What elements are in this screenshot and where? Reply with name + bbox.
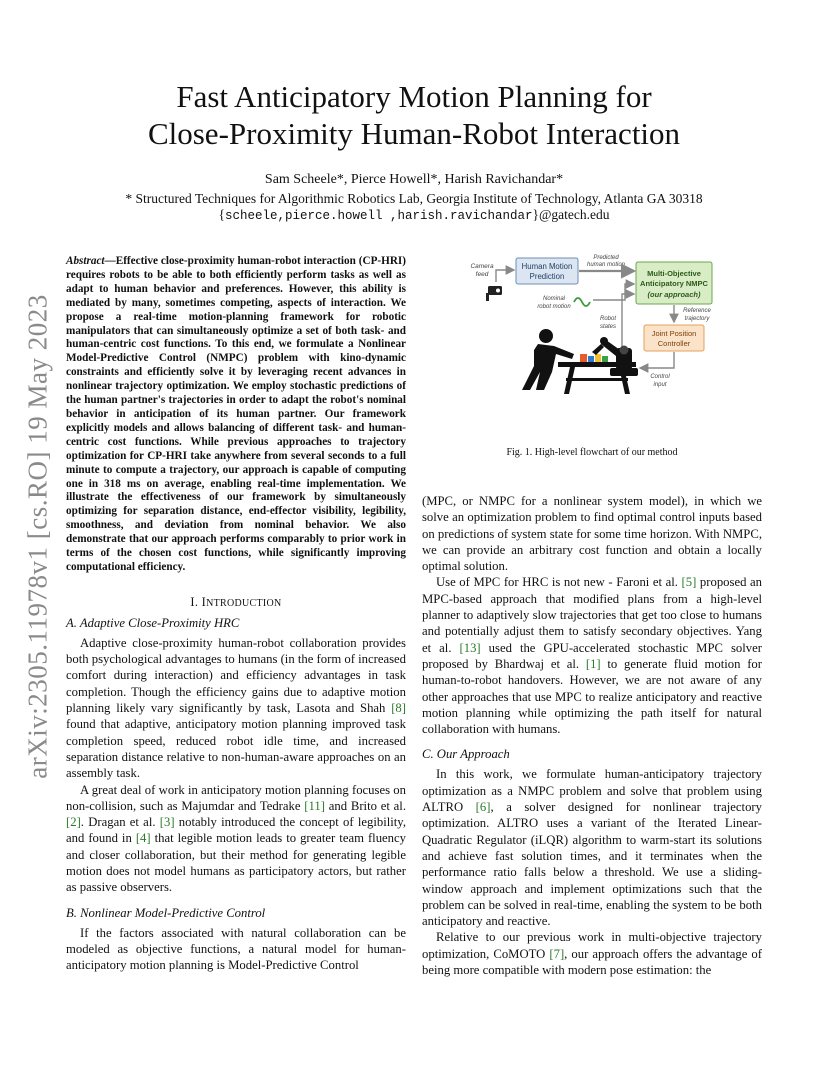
block-icon xyxy=(588,356,594,362)
citation-link[interactable]: [2] xyxy=(66,815,81,830)
affiliation: * Structured Techniques for Algorithmic Robotics Lab, Georgia Institute of Technology, Atlanta GA 30318 xyxy=(125,191,703,206)
label-control-2: input xyxy=(653,382,667,388)
citation-link[interactable]: [1] xyxy=(585,656,601,671)
section-heading-introduction xyxy=(66,595,406,610)
paragraph-r1: (MPC, or NMPC for a nonlinear system model), in which we solve an optimization problem to find optimal control inputs based on predictions of system state for some time horizon. With NMPC, we can provide an arbitrary cost function and obtain a locally optimal solution. xyxy=(422,494,762,574)
authors: Sam Scheele*, Pierce Howell*, Harish Ravichandar* xyxy=(264,172,564,187)
label-predicted-2: human motion xyxy=(586,262,626,268)
title-line-1: Fast Anticipatory Motion Planning for xyxy=(176,79,652,114)
hmp-label-2: Prediction xyxy=(529,272,565,281)
paragraph-r3: In this work, we formulate human-anticipatory trajectory optimization as a NMPC problem and solve that problem using ALTRO [6], a solver designed for nonlinear trajectory optimization. ALTRO uses a variant of the Iterated Linear-Quadratic Regulator (iLQR) algorithm to warm-start its solutions and achieve fast solution times, and it terminates when the performance ratio falls below a threshold. We use a sliding-window approach and implement optimizations such that the problem can be solved in real-time, enabling the system to be both anticipatory and reactive. xyxy=(422,767,762,929)
citation-link[interactable]: [5] xyxy=(681,575,697,590)
paper-title xyxy=(60,78,768,152)
block-icon xyxy=(602,356,608,362)
block-icon xyxy=(595,354,601,362)
jc-label-1: Joint Position xyxy=(651,329,697,338)
label-robot-states-2: states xyxy=(599,324,617,330)
label-predicted-1: Predicted xyxy=(593,255,619,261)
sec-cap: I xyxy=(201,594,207,609)
paragraph-r2: Use of MPC for HRC is not new - Faroni et al. [5] proposed an MPC-based approach that modified plans from a high-level planner to adaptively slow trajectories that get too close to humans and potentially adjust them to satisfy secondary objectives. Yang et al. [13] used the GPU-accelerated stochastic MPC solver proposed by Bhardwaj et al. [1] to generate fluid motion for human-to-robot handovers. However, we are not aware of any other approaches that use MPC to realize anticipatory and reactive motion planning while optimizing the path itself for natural collaboration with humans. xyxy=(422,575,762,737)
sec-smallcaps: NTRODUCTION xyxy=(206,597,282,609)
label-reference-1: Reference xyxy=(683,308,711,314)
arxiv-id-text: arXiv:2305.11978v1 [cs.RO] 19 May 2023 xyxy=(22,293,53,779)
title-line-2: Close-Proximity Human-Robot Interaction xyxy=(147,116,681,151)
nominal-wave-icon xyxy=(574,298,590,306)
label-control-1: Control xyxy=(650,374,670,380)
jc-label-2: Controller xyxy=(657,339,691,348)
email-domain: }@gatech.edu xyxy=(532,207,610,222)
author-emails xyxy=(60,207,768,223)
abstract-text: Effective close-proximity human-robot interaction (CP-HRI) requires robots to be able to both efficiently perform tasks as well as adapt to human behavior and preferences. However, this ability is mediated by many, sometimes competing, aspects of interaction. We propose a real-time motion-planning framework for robotic manipulators that can simultaneously optimize a set of both task- and human-centric cost functions. To this end, we formulate a Nonlinear Model-Predictive Control (NMPC) problem with kino-dynamic constraints and efficiently solve it by leveraging recent advances in nonlinear trajectory optimization. We employ stochastic predictions of the human partner's trajectories in order to adapt the robot's nominal behavior in anticipation of its human partner. Our framework explicitly models and allows balancing of different task- and human-centric cost functions. While previous approaches to trajectory optimization for CP-HRI take anywhere from several seconds to a full minute to compute a trajectory, our approach is capable of computing one in 318 ms on average, enabling real-time implementation. We illustrate the effectiveness of our framework by simultaneously optimizing for separation distance, end-effector visibility, legibility, smoothness, and deviation from nominal behavior. We also demonstrate that our approach performs comparably to prior work in terms of the chosen cost functions, while significantly improving computational efficiency. xyxy=(66,255,406,573)
label-camera-feed-1: Camera xyxy=(470,263,494,270)
label-camera-feed-2: feed xyxy=(475,271,489,278)
email-open: { xyxy=(218,207,225,222)
paragraph-a1: Adaptive close-proximity human-robot collaboration provides both psychological advantages to humans (in the form of increased comfort during interaction) and efficiency advantages in task completion. Though the efficiency gains due to adaptive motion planning likely vary significantly by task, Lasota and Shah [8] found that adaptive, anticipatory motion planning improved task completion speed, reduced robot idle time, and increased separation distance relative to non-human-aware approaches on an assembly task. xyxy=(66,635,406,781)
subsection-heading-a: A. Adaptive Close-Proximity HRC xyxy=(66,615,240,630)
abstract xyxy=(66,255,406,575)
citation-link[interactable]: [13] xyxy=(459,640,481,655)
subsection-heading-b: B. Nonlinear Model-Predictive Control xyxy=(66,905,266,920)
figure-1 xyxy=(430,250,750,400)
flowchart-diagram xyxy=(430,250,750,400)
label-nominal-1: Nominal xyxy=(542,296,566,302)
nmpc-label-3: (our approach) xyxy=(647,290,701,299)
citation-link[interactable]: [11] xyxy=(304,798,325,813)
left-column xyxy=(66,255,406,973)
paragraph-a2: A great deal of work in anticipatory motion planning focuses on non-collision, such as Majumdar and Tedrake [11] and Brito et al. [2]. Dragan et al. [3] notably introduced the concept of legibility, and found in [4] that legible motion leads to greater team fluency and closer collaboration, but their method for generating legible motion does not model humans as participatory actors, but rather as passive observers. xyxy=(66,782,407,895)
block-icon xyxy=(580,354,587,362)
camera-icon xyxy=(486,286,502,301)
abstract-dash: — xyxy=(104,255,116,267)
abstract-lead: Abstract xyxy=(66,255,105,267)
citation-link[interactable]: [4] xyxy=(135,831,151,846)
subsection-heading-c: C. Our Approach xyxy=(422,747,510,762)
citation-link[interactable]: [8] xyxy=(391,701,406,716)
paragraph-b1: If the factors associated with natural collaboration can be modeled as objective functions, a natural model for human-anticipatory motion planning is Model-Predictive Control xyxy=(66,925,406,973)
paragraph-r4: Relative to our previous work in multi-objective trajectory optimization, CoMOTO [7], our approach offers the advantage of being more compatible with modern pose estimation: the xyxy=(422,930,762,978)
citation-link[interactable]: [6] xyxy=(475,800,491,815)
citation-link[interactable]: [3] xyxy=(159,815,175,830)
arxiv-identifier xyxy=(18,0,58,1072)
citation-link[interactable]: [7] xyxy=(549,946,565,961)
sec-numeral: I. xyxy=(190,594,202,609)
email-names: scheele,pierce.howell ,harish.ravichandar xyxy=(224,209,533,223)
label-reference-2: trajectory xyxy=(684,316,710,322)
label-nominal-2: robot motion xyxy=(537,304,571,310)
right-column xyxy=(422,493,762,978)
hmp-label-1: Human Motion xyxy=(521,262,573,271)
label-robot-states-1: Robot xyxy=(599,316,617,322)
nmpc-label-2: Anticipatory NMPC xyxy=(640,279,708,288)
figure-caption: Fig. 1. High-level flowchart of our method xyxy=(506,447,678,458)
nmpc-label-1: Multi-Objective xyxy=(647,269,701,278)
